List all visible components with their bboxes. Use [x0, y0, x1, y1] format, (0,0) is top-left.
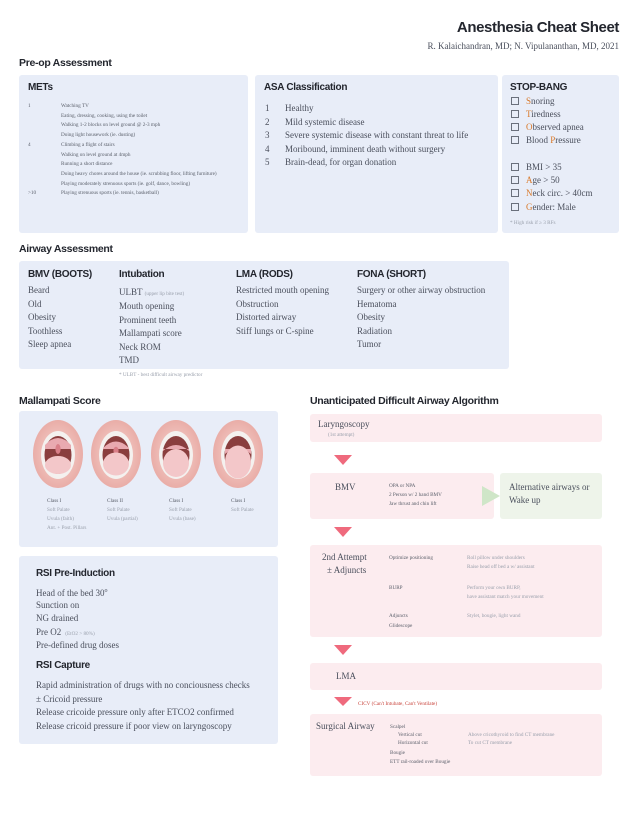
checkbox-icon[interactable] — [511, 136, 519, 144]
bmv-step-box — [310, 473, 494, 519]
stopbang-letter: S — [526, 96, 532, 106]
stopbang-letter: P — [550, 135, 556, 145]
rsi-pre-item — [36, 626, 95, 639]
airway-item: Mouth opening — [119, 301, 175, 311]
stopbang-item — [511, 187, 593, 200]
asa-description: Severe systemic disease with constant threat to life — [285, 130, 469, 140]
asa-description: Brain-dead, for organ donation — [285, 157, 397, 167]
mallampati-class-detail: Soft Palate — [231, 507, 254, 513]
stopbang-title: STOP-BANG — [510, 82, 568, 93]
stopbang-note: * High risk if ≥ 3 RFs — [510, 220, 556, 226]
stopbang-text: ge > 50 — [532, 175, 560, 185]
second-attempt-line-2: ± Adjuncts — [327, 565, 367, 575]
stopbang-text: iredness — [531, 109, 561, 119]
adjunct-label: Optimize positioning — [389, 555, 433, 561]
alternative-box — [500, 473, 602, 519]
rsi-capture-item: Release cricoid pressure if poor view on laryngoscopy — [36, 720, 232, 731]
asa-class: 5 — [265, 157, 270, 167]
rsi-pre-item — [36, 639, 119, 652]
airway-item: Neck ROM — [119, 341, 161, 352]
asa-class: 3 — [265, 130, 270, 140]
airway-item: Old — [28, 298, 42, 309]
adjunct-detail: Stylet, bougie, light wand — [467, 613, 521, 619]
checkbox-icon[interactable] — [511, 97, 519, 105]
asa-class: 1 — [265, 103, 270, 113]
airway-item: Stiff lungs or C-spine — [236, 325, 314, 336]
cicv-row — [358, 701, 437, 708]
airway-item: Hematoma — [357, 298, 397, 309]
stopbang-text: noring — [531, 96, 555, 106]
rsi-pre-text: Head of the bed 30 — [36, 588, 105, 598]
rsi-capture-item: Rapid administration of drugs with no conciousness checks — [36, 680, 250, 690]
mets-activity: Walking 1-2 blocks on level ground @ 2-3 mph — [61, 122, 161, 129]
rsi-pre-title: RSI Pre-Induction — [36, 568, 115, 579]
preop-section-title: Pre-op Assessment — [19, 57, 112, 69]
laryngoscopy-box — [310, 414, 602, 442]
stopbang-item — [511, 161, 562, 174]
surgical-line-4: Bougie — [390, 750, 405, 756]
surgical-line-5: ETT rail-roaded over Bougie — [390, 759, 451, 765]
ulbt-note: (upper lip bite test) — [144, 291, 185, 297]
bmv-note-1: OPA or NPA — [389, 483, 416, 489]
airway-item: Obesity — [28, 312, 56, 322]
laryngoscopy-sub: (1st attempt) — [328, 432, 355, 438]
asa-panel — [255, 75, 498, 233]
ulbt-row — [119, 286, 184, 299]
mallampati-class-detail: Soft Palate — [169, 507, 192, 513]
mallampati-class-detail: Uvula (partial) — [107, 516, 138, 522]
alternative-line-1: Alternative airways or — [509, 482, 590, 492]
airway-item: Surgery or other airway obstruction — [357, 285, 486, 295]
mallampati-class-label: Class I — [169, 498, 184, 504]
stopbang-letter: A — [526, 175, 533, 185]
airway-item: Beard — [28, 285, 50, 295]
mets-title: METs — [28, 82, 53, 93]
rsi-pre-text: Sunction on — [36, 599, 80, 610]
mallampati-class-detail: Uvula (base) — [169, 516, 196, 522]
mets-level: 1 — [28, 103, 31, 109]
bmv-note-3: Jaw thrust and chin lift — [389, 501, 437, 507]
stopbang-text: eck circ. > 40cm — [532, 188, 593, 198]
rsi-pre-text: Pre O2 — [36, 626, 62, 637]
ulbt-footnote: * ULBT - best difficult airway predictor — [119, 372, 203, 378]
stopbang-text: bserved apnea — [532, 122, 584, 132]
rsi-pre-text: NG drained — [36, 613, 79, 623]
checkbox-icon[interactable] — [511, 203, 519, 211]
mallampati-class-label: Class I — [231, 498, 246, 504]
adjunct-detail: Raise head off bed a w/ assistant — [467, 563, 535, 570]
surgical-line-3: Horizontal cut — [398, 740, 428, 746]
stopbang-item — [511, 134, 581, 147]
mallampati-class-detail: Soft Palate — [107, 507, 130, 513]
degree-sign: o — [104, 588, 108, 594]
arrow-right — [480, 486, 502, 506]
mallampati-class-label: Class II — [107, 498, 123, 504]
airway-item: Restricted mouth opening — [236, 285, 329, 295]
adjunct-detail: have assistant match your movement — [467, 593, 544, 600]
airway-item: Prominent teeth — [119, 314, 177, 325]
cicv-label: CICV — [358, 701, 371, 707]
airway-item: Obesity — [357, 312, 385, 322]
mallampati-class-detail: Ant. + Post. Pillars — [47, 525, 87, 531]
mets-activity: Doing light housework (ie. dusting) — [61, 132, 136, 139]
airway-item: Radiation — [357, 325, 392, 336]
rsi-capture-item: ± Cricoid pressure — [36, 693, 103, 704]
bmv-title: BMV (BOOTS) — [28, 269, 92, 280]
mets-activity: Running a short distance — [61, 161, 113, 168]
surgical-line-1: Scalpel — [390, 724, 406, 730]
airway-item: Toothless — [28, 325, 63, 336]
mets-activity: Doing heavy chores around the house (ie. scrubbing floor, lifting furniture) — [61, 170, 217, 177]
mallampati-class-detail: Soft Palate — [47, 507, 70, 513]
checkbox-icon[interactable] — [511, 110, 519, 118]
tongue — [103, 453, 129, 476]
airway-item: Obstruction — [236, 298, 279, 309]
adjunct-label: BURP — [389, 585, 403, 591]
mallampati-class-label: Class I — [47, 498, 62, 504]
tongue — [225, 446, 251, 479]
adjunct-label: Glidescope — [389, 623, 413, 629]
uvula — [55, 444, 60, 454]
second-attempt-box — [310, 545, 602, 637]
surgical-label: Surgical Airway — [316, 721, 375, 731]
ulbt-label: ULBT — [119, 287, 143, 297]
arrow-3 — [334, 645, 352, 655]
rsi-pre-item — [36, 612, 78, 625]
adjunct-detail: Roll pillow under shoulders — [467, 555, 525, 561]
surgical-box — [310, 714, 602, 776]
mallampati-panel — [19, 411, 278, 547]
stopbang-item — [511, 201, 576, 214]
airway-item: Tumor — [357, 339, 382, 349]
second-attempt-line-1: 2nd Attempt — [322, 552, 367, 562]
stopbang-text: Blood — [526, 135, 551, 145]
mets-activity: Walking on level ground at 4mph — [61, 151, 131, 158]
stopbang-letter: T — [526, 109, 532, 119]
stopbang-panel — [502, 75, 619, 233]
asa-title: ASA Classification — [264, 82, 348, 93]
asa-description: Mild systemic disease — [285, 116, 365, 127]
rsi-pre-item — [36, 599, 79, 612]
airway-panel — [19, 261, 509, 369]
tongue — [163, 449, 189, 477]
mets-activity: Watching TV — [61, 103, 89, 109]
rsi-pre-text: Pre-defined drug doses — [36, 640, 119, 650]
lma-step-box — [310, 663, 602, 690]
checkbox-icon[interactable] — [511, 123, 519, 131]
stopbang-item — [511, 174, 560, 187]
alternative-line-2: Wake up — [509, 495, 541, 505]
mallampati-class-detail: Uvula (faith) — [47, 516, 74, 522]
tongue — [45, 456, 71, 474]
mallampati-title: Mallampati Score — [19, 395, 101, 407]
airway-item: Distorted airway — [236, 312, 297, 322]
rsi-capture-title: RSI Capture — [36, 660, 90, 671]
mets-activity: Eating, dressing, cooking, using the toilet — [61, 112, 148, 119]
airway-item: Sleep apnea — [28, 339, 72, 349]
stopbang-item — [511, 108, 561, 121]
mets-level: >10 — [28, 190, 37, 197]
stopbang-letter: O — [526, 122, 533, 132]
page-title: Anesthesia Cheat Sheet — [456, 19, 619, 36]
bmv-note-2: 2 Person w/ 2 hand BMV — [389, 492, 442, 498]
stopbang-item — [511, 121, 584, 134]
cicv-note: (Can't Intubate, Can't Ventilate) — [371, 701, 438, 707]
stopbang-text: ressure — [555, 135, 581, 145]
asa-class: 2 — [265, 116, 270, 127]
lma-step-label: LMA — [336, 671, 356, 681]
mets-activity: Playing moderately strenuous sports (ie. golf, dance, bowling) — [61, 180, 191, 187]
mets-level: 4 — [28, 141, 31, 148]
airway-item: TMD — [119, 355, 139, 365]
stopbang-item — [511, 95, 555, 108]
asa-description: Moribound, imminent death without surgery — [285, 143, 446, 154]
stopbang-letter: G — [526, 202, 533, 212]
adjunct-label: Adjuncts — [389, 613, 408, 619]
mets-panel — [19, 75, 248, 233]
mets-activity: Climbing a flight of stairs — [61, 141, 115, 148]
mets-activity: Playing strenuous sports (ie. tennis, basketball) — [61, 190, 159, 197]
stopbang-letter: N — [526, 188, 533, 198]
checkbox-icon[interactable] — [511, 163, 519, 171]
surgical-right-1: Above cricothyroid to find CT membrane — [468, 732, 555, 738]
bmv-step-label: BMV — [335, 482, 356, 492]
lma-title: LMA (RODS) — [236, 269, 293, 280]
laryngoscopy-label: Laryngoscopy — [318, 419, 370, 429]
fona-title: FONA (SHORT) — [357, 269, 426, 280]
adjunct-detail: Perform your own BURP, — [467, 585, 521, 591]
airway-section-title: Airway Assessment — [19, 243, 113, 255]
rsi-panel — [19, 556, 278, 744]
rsi-capture-item: Release cricoide pressure only after ETCO2 confirmed — [36, 707, 234, 717]
algorithm-title: Unanticipated Difficult Airway Algorithm — [310, 395, 499, 407]
asa-description: Healthy — [285, 103, 314, 113]
mallampati-illustrations — [19, 411, 278, 501]
authors: R. Kalaichandran, MD; N. Vipulananthan, MD, 2021 — [427, 41, 619, 51]
surgical-line-2: Vertical cut — [398, 732, 422, 738]
intubation-title: Intubation — [119, 269, 165, 280]
arrow-4 — [334, 697, 352, 706]
arrow-2 — [334, 527, 352, 537]
checkbox-icon[interactable] — [511, 176, 519, 184]
arrow-1 — [334, 455, 352, 465]
asa-class: 4 — [265, 143, 270, 154]
rsi-pre-note: (EtO2 > 80%) — [65, 630, 95, 637]
stopbang-text: BMI > 35 — [526, 162, 562, 172]
checkbox-icon[interactable] — [511, 189, 519, 197]
surgical-right-2: To cut CT membrane — [468, 740, 513, 746]
airway-item: Mallampati score — [119, 328, 182, 338]
stopbang-text: ender: Male — [532, 202, 576, 212]
